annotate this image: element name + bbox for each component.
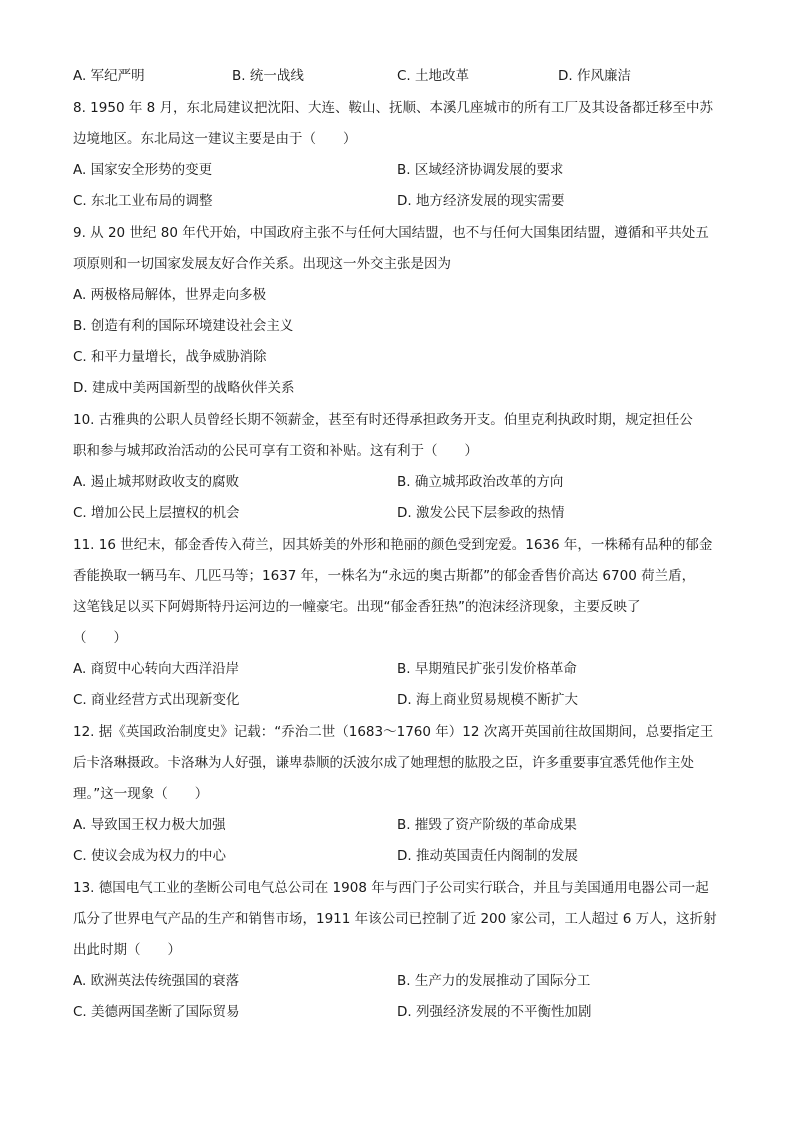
- q12-option-a[interactable]: A. 导致国王权力极大加强: [73, 817, 226, 833]
- q12-option-b[interactable]: B. 摧毁了资产阶级的革命成果: [397, 817, 577, 833]
- q10-option-b[interactable]: B. 确立城邦政治改革的方向: [397, 474, 564, 490]
- q8-option-b[interactable]: B. 区域经济协调发展的要求: [397, 162, 564, 178]
- q9-stem-line: 9. 从 20 世纪 80 年代开始，中国政府主张不与任何大国结盟，也不与任何大国集团结盟，遵循和平共处五: [73, 225, 709, 241]
- q11-stem-line: 这笔钱足以买下阿姆斯特丹运河边的一幢豪宅。出现“郁金香狂热”的泡沫经济现象，主要反映了: [73, 599, 641, 615]
- q12-stem-line: 理。”这一现象（ ）: [73, 786, 209, 802]
- q12-stem-line: 12. 据《英国政治制度史》记载：“乔治二世（1683～1760 年）12 次离开英国前往故国期间，总要指定王: [73, 724, 714, 740]
- q12-option-c[interactable]: C. 使议会成为权力的中心: [73, 848, 227, 864]
- q13-stem-line: 出此时期（ ）: [73, 942, 181, 958]
- q8-stem-line: 8. 1950 年 8 月，东北局建议把沈阳、大连、鞍山、抚顺、本溪几座城市的所有工厂及其设备都迁移至中苏: [73, 100, 713, 116]
- q13-stem-line: 瓜分了世界电气产品的生产和销售市场，1911 年该公司已控制了近 200 家公司，工人超过 6 万人，这折射: [73, 911, 717, 927]
- q11-option-a[interactable]: A. 商贸中心转向大西洋沿岸: [73, 661, 240, 677]
- q11-stem-line: 11. 16 世纪末，郁金香传入荷兰，因其娇美的外形和艳丽的颜色受到宠爱。1636 年，一株稀有品种的郁金: [73, 537, 713, 553]
- q10-stem-line: 10. 古雅典的公职人员曾经长期不领薪金，甚至有时还得承担政务开支。伯里克利执政时期，规定担任公: [73, 412, 693, 428]
- q11-stem-line: （ ）: [73, 630, 127, 646]
- q13-option-c[interactable]: C. 美德两国垄断了国际贸易: [73, 1004, 240, 1020]
- q13-option-a[interactable]: A. 欧洲英法传统强国的衰落: [73, 973, 240, 989]
- q8-option-d[interactable]: D. 地方经济发展的现实需要: [397, 193, 565, 209]
- q8-stem-line: 边境地区。东北局这一建议主要是由于（ ）: [73, 131, 357, 147]
- q11-option-d[interactable]: D. 海上商业贸易规模不断扩大: [397, 692, 578, 708]
- q9-option-d[interactable]: D. 建成中美两国新型的战略伙伴关系: [73, 380, 295, 396]
- q7-option-d[interactable]: D. 作风廉洁: [558, 68, 631, 84]
- q9-option-c[interactable]: C. 和平力量增长，战争威胁消除: [73, 349, 267, 365]
- q10-option-c[interactable]: C. 增加公民上层擅权的机会: [73, 505, 240, 521]
- q13-stem-line: 13. 德国电气工业的垄断公司电气总公司在 1908 年与西门子公司实行联合，并且与美国通用电器公司一起: [73, 880, 709, 896]
- q7-option-b[interactable]: B. 统一战线: [232, 68, 304, 84]
- q7-option-a[interactable]: A. 军纪严明: [73, 68, 145, 84]
- q10-stem-line: 职和参与城邦政治活动的公民可享有工资和补贴。这有利于（ ）: [73, 443, 478, 459]
- q11-stem-line: 香能换取一辆马车、几匹马等；1637 年，一株名为“永远的奥古斯都”的郁金香售价高达 6700 荷兰盾，: [73, 568, 696, 584]
- q9-option-b[interactable]: B. 创造有利的国际环境建设社会主义: [73, 318, 294, 334]
- q8-option-a[interactable]: A. 国家安全形势的变更: [73, 162, 213, 178]
- q9-option-a[interactable]: A. 两极格局解体，世界走向多极: [73, 287, 267, 303]
- q9-stem-line: 项原则和一切国家发展友好合作关系。出现这一外交主张是因为: [73, 256, 451, 272]
- q8-option-c[interactable]: C. 东北工业布局的调整: [73, 193, 213, 209]
- q12-stem-line: 后卡洛琳摄政。卡洛琳为人好强，谦卑恭顺的沃波尔成了她理想的肱股之臣，许多重要事宜悉凭他作主处: [73, 755, 694, 771]
- q12-option-d[interactable]: D. 推动英国责任内阁制的发展: [397, 848, 578, 864]
- q11-option-b[interactable]: B. 早期殖民扩张引发价格革命: [397, 661, 577, 677]
- q10-option-d[interactable]: D. 激发公民下层参政的热情: [397, 505, 565, 521]
- q13-option-b[interactable]: B. 生产力的发展推动了国际分工: [397, 973, 591, 989]
- q10-option-a[interactable]: A. 遏止城邦财政收支的腐败: [73, 474, 240, 490]
- q7-option-c[interactable]: C. 土地改革: [397, 68, 470, 84]
- q11-option-c[interactable]: C. 商业经营方式出现新变化: [73, 692, 240, 708]
- q13-option-d[interactable]: D. 列强经济发展的不平衡性加剧: [397, 1004, 592, 1020]
